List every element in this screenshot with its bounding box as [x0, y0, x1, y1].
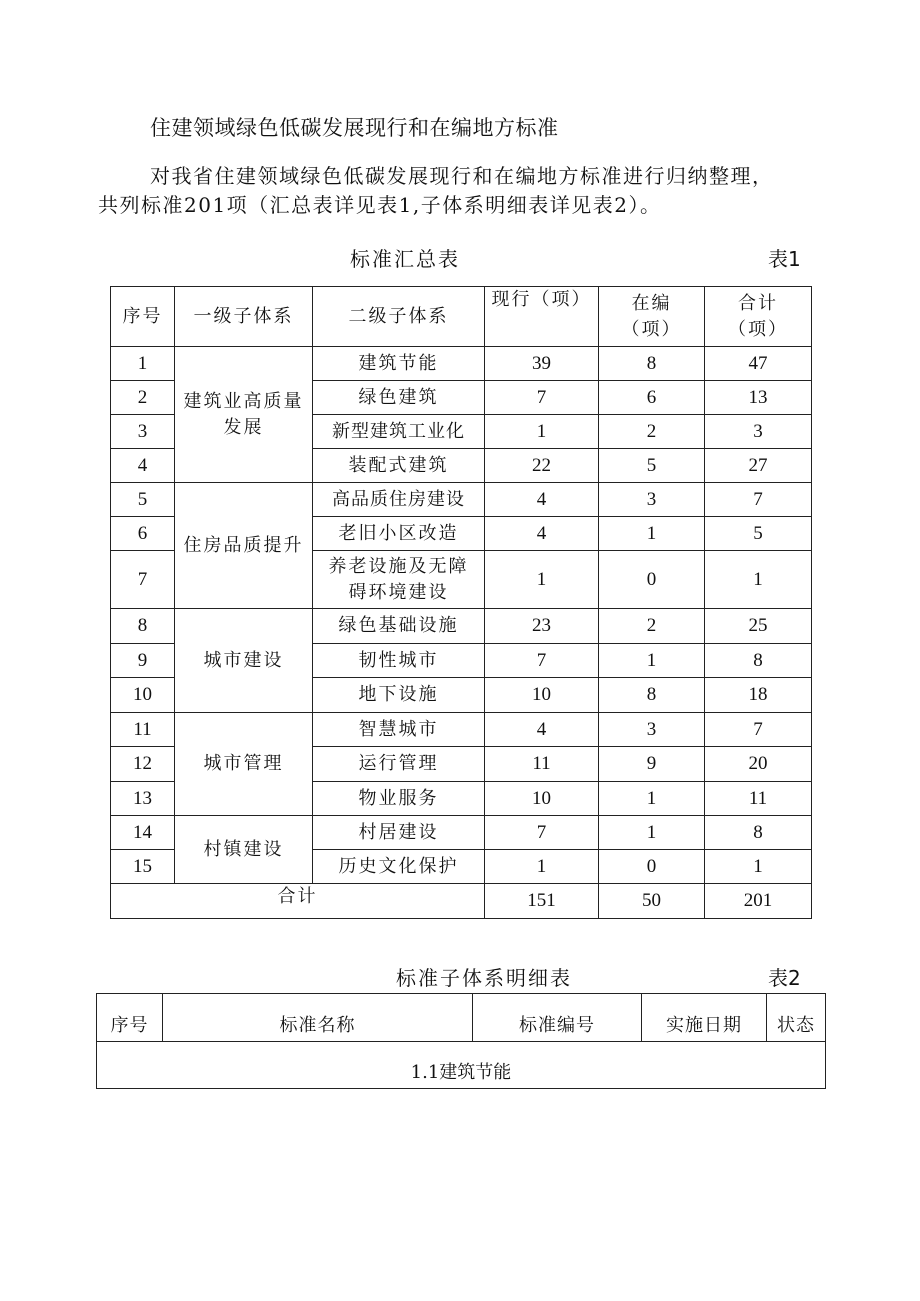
- row-name: 物业服务: [313, 782, 485, 816]
- row-name-line2: 碍环境建设: [348, 581, 449, 603]
- row-seq: 1: [111, 347, 175, 381]
- row-seq: 10: [111, 678, 175, 713]
- table-row: [111, 347, 812, 381]
- row-name: 绿色基础设施: [313, 609, 485, 644]
- row-current: 4: [485, 713, 599, 747]
- header-total-line2: （项）: [728, 318, 788, 340]
- header-level2: 二级子体系: [313, 287, 485, 347]
- header-seq: 序号: [111, 287, 175, 347]
- row-current: 7: [485, 816, 599, 850]
- header-draft: [599, 287, 705, 347]
- row-draft: 1: [599, 782, 705, 816]
- page-heading: 住建领域绿色低碳发展现行和在编地方标准: [150, 116, 559, 140]
- totals-draft: 50: [599, 884, 705, 919]
- row-name: 智慧城市: [313, 713, 485, 747]
- totals-current: 151: [485, 884, 599, 919]
- table-row: [111, 713, 812, 747]
- row-name: 高品质住房建设: [313, 483, 485, 517]
- detail-section-row: [97, 1042, 826, 1089]
- row-seq: 15: [111, 850, 175, 884]
- row-total: 7: [705, 483, 812, 517]
- row-name: 历史文化保护: [313, 850, 485, 884]
- row-seq: 5: [111, 483, 175, 517]
- row-seq: 2: [111, 381, 175, 415]
- detail-header-row: [97, 994, 826, 1042]
- summary-totals-row: [111, 884, 812, 919]
- row-seq: 6: [111, 517, 175, 551]
- row-name: 绿色建筑: [313, 381, 485, 415]
- row-total: 11: [705, 782, 812, 816]
- row-draft: 0: [599, 551, 705, 609]
- summary-header-row: [111, 287, 812, 347]
- row-seq: 7: [111, 551, 175, 609]
- row-current: 10: [485, 678, 599, 713]
- totals-label: 合计: [111, 884, 485, 919]
- row-draft: 3: [599, 483, 705, 517]
- summary-table: [110, 286, 812, 919]
- row-current: 1: [485, 415, 599, 449]
- row-draft: 2: [599, 609, 705, 644]
- row-seq: 3: [111, 415, 175, 449]
- row-draft: 2: [599, 415, 705, 449]
- row-name: [313, 551, 485, 609]
- group-housing-quality: 住房品质提升: [175, 483, 313, 609]
- row-name: 村居建设: [313, 816, 485, 850]
- row-draft: 0: [599, 850, 705, 884]
- row-total: 5: [705, 517, 812, 551]
- row-total: 47: [705, 347, 812, 381]
- row-name: 韧性城市: [313, 644, 485, 678]
- table1-caption: 标准汇总表: [350, 247, 460, 271]
- row-total: 8: [705, 644, 812, 678]
- row-total: 27: [705, 449, 812, 483]
- row-name-line1: 养老设施及无障: [328, 555, 469, 577]
- row-total: 20: [705, 747, 812, 782]
- row-total: 25: [705, 609, 812, 644]
- row-draft: 1: [599, 816, 705, 850]
- row-current: 11: [485, 747, 599, 782]
- row-total: 3: [705, 415, 812, 449]
- group-urban-construction: 城市建设: [175, 609, 313, 713]
- intro-paragraph-line-2: 共列标准201项（汇总表详见表1,子体系明细表详见表2）。: [98, 193, 662, 217]
- row-total: 1: [705, 850, 812, 884]
- row-draft: 3: [599, 713, 705, 747]
- header-status: 状态: [767, 994, 826, 1042]
- group-building-quality: [175, 347, 313, 483]
- row-seq: 11: [111, 713, 175, 747]
- detail-table: [96, 993, 826, 1089]
- row-name: 装配式建筑: [313, 449, 485, 483]
- row-draft: 8: [599, 678, 705, 713]
- intro-paragraph-line-1: 对我省住建领域绿色低碳发展现行和在编地方标准进行归纳整理，: [150, 164, 774, 188]
- row-total: 8: [705, 816, 812, 850]
- row-draft: 1: [599, 517, 705, 551]
- header-total: [705, 287, 812, 347]
- row-seq: 13: [111, 782, 175, 816]
- row-current: 10: [485, 782, 599, 816]
- row-total: 1: [705, 551, 812, 609]
- header-level1: 一级子体系: [175, 287, 313, 347]
- row-current: 23: [485, 609, 599, 644]
- group-village-construction: 村镇建设: [175, 816, 313, 884]
- table2-label: 表2: [768, 966, 801, 990]
- table2-caption: 标准子体系明细表: [396, 966, 572, 990]
- row-current: 1: [485, 551, 599, 609]
- header-name: 标准名称: [163, 994, 473, 1042]
- row-name: 新型建筑工业化: [313, 415, 485, 449]
- header-code: 标准编号: [473, 994, 642, 1042]
- row-draft: 9: [599, 747, 705, 782]
- group-label-line1: 建筑业高质量: [183, 390, 304, 412]
- row-draft: 1: [599, 644, 705, 678]
- header-draft-line1: 在编: [631, 292, 672, 314]
- row-current: 22: [485, 449, 599, 483]
- row-total: 13: [705, 381, 812, 415]
- header-total-line1: 合计: [738, 292, 778, 314]
- header-current: 现行（项）: [485, 287, 599, 347]
- row-draft: 6: [599, 381, 705, 415]
- row-current: 7: [485, 644, 599, 678]
- section-title: 1.1建筑节能: [97, 1042, 826, 1089]
- row-draft: 5: [599, 449, 705, 483]
- table-row: [111, 816, 812, 850]
- row-name: 地下设施: [313, 678, 485, 713]
- table1-label: 表1: [768, 247, 801, 271]
- row-draft: 8: [599, 347, 705, 381]
- row-seq: 8: [111, 609, 175, 644]
- group-label-line2: 发展: [223, 416, 264, 438]
- totals-total: 201: [705, 884, 812, 919]
- table-row: [111, 483, 812, 517]
- table-row: [111, 609, 812, 644]
- row-name: 运行管理: [313, 747, 485, 782]
- row-current: 4: [485, 517, 599, 551]
- header-seq: 序号: [97, 994, 163, 1042]
- row-seq: 14: [111, 816, 175, 850]
- row-seq: 4: [111, 449, 175, 483]
- row-current: 4: [485, 483, 599, 517]
- header-draft-line2: （项）: [621, 318, 682, 340]
- row-seq: 12: [111, 747, 175, 782]
- row-current: 7: [485, 381, 599, 415]
- row-seq: 9: [111, 644, 175, 678]
- group-urban-management: 城市管理: [175, 713, 313, 816]
- row-current: 1: [485, 850, 599, 884]
- row-name: 老旧小区改造: [313, 517, 485, 551]
- row-name: 建筑节能: [313, 347, 485, 381]
- header-date: 实施日期: [642, 994, 767, 1042]
- row-total: 7: [705, 713, 812, 747]
- row-total: 18: [705, 678, 812, 713]
- row-current: 39: [485, 347, 599, 381]
